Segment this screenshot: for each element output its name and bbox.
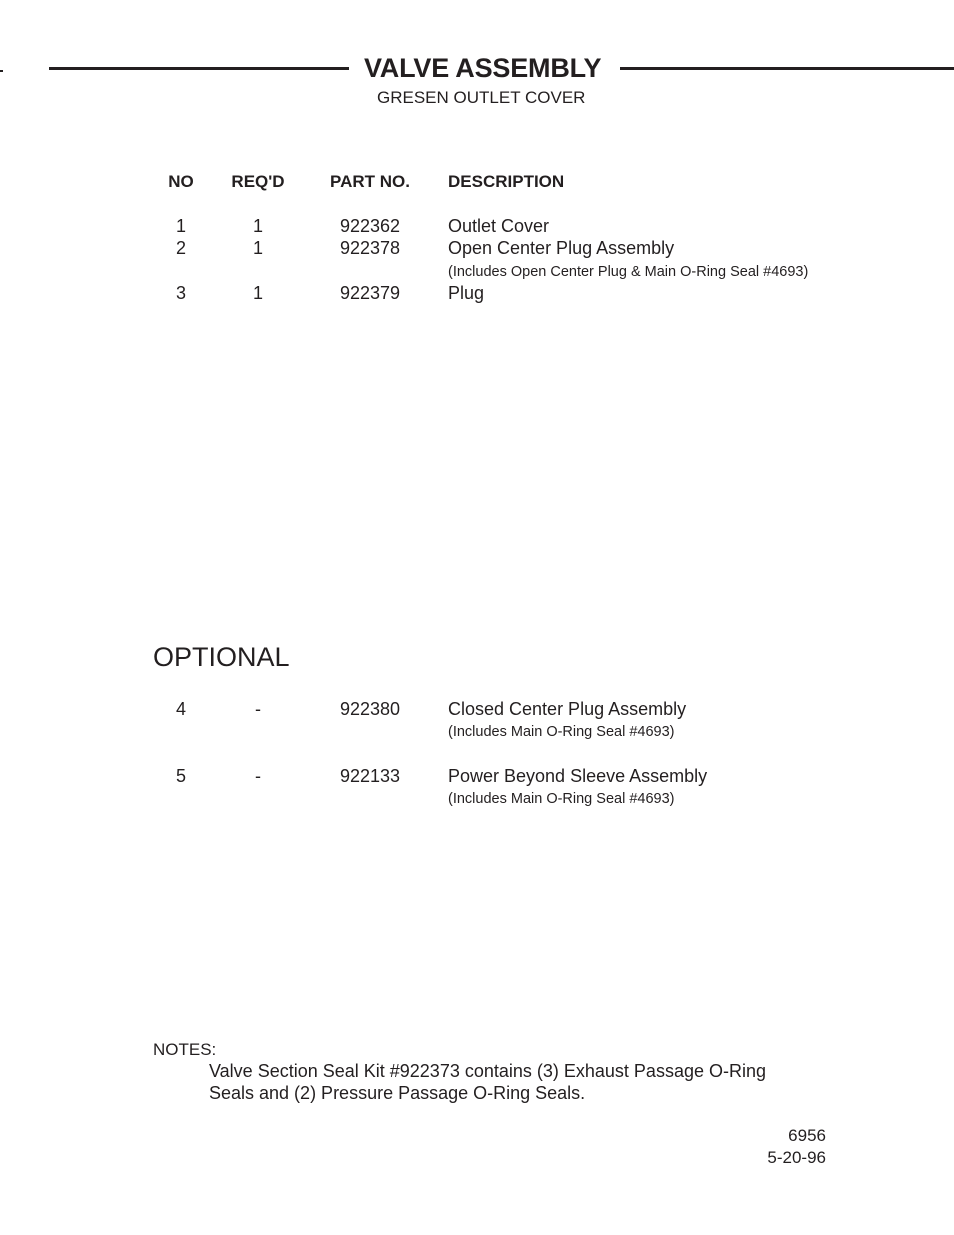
row-no: 5 [175,766,187,786]
row-description: Closed Center Plug Assembly [448,699,687,719]
notes-body: Valve Section Seal Kit #922373 contains (3) Exhaust Passage O-Ring Seals and (2) Pressure Passage O-Ring Seals. [209,1061,766,1103]
row-description-note: (Includes Main O-Ring Seal #4693) [448,724,675,740]
header-rule-left [49,67,349,70]
optional-heading: OPTIONAL [153,642,290,672]
row-no: 3 [175,283,187,303]
row-description: Open Center Plug Assembly [448,238,675,258]
document-number: 6956 [788,1126,826,1145]
row-part-no: 922380 [339,699,401,719]
document-date: 5-20-96 [767,1148,826,1167]
col-header-reqd: REQ'D [231,172,285,191]
header-rule-right [620,67,954,70]
left-edge-mark [0,70,3,72]
col-header-description: DESCRIPTION [448,172,565,191]
row-reqd: 1 [252,238,264,258]
row-reqd: - [255,766,261,786]
row-no: 1 [175,216,187,236]
notes-label: NOTES: [153,1040,217,1059]
row-description: Outlet Cover [448,216,550,236]
row-description-note: (Includes Main O-Ring Seal #4693) [448,791,675,807]
row-part-no: 922133 [339,766,401,786]
row-reqd: 1 [252,216,264,236]
row-part-no: 922378 [339,238,401,258]
row-description-note: (Includes Open Center Plug & Main O-Ring Seal #4693) [448,264,809,280]
col-header-no: NO [168,172,194,191]
row-description: Power Beyond Sleeve Assembly [448,766,708,786]
row-part-no: 922379 [339,283,401,303]
row-reqd: 1 [252,283,264,303]
page-subtitle: GRESEN OUTLET COVER [377,88,586,107]
row-no: 2 [175,238,187,258]
page-title: VALVE ASSEMBLY [364,53,602,83]
row-reqd: - [255,699,261,719]
col-header-part-no: PART NO. [330,172,410,191]
row-description: Plug [448,283,485,303]
row-no: 4 [175,699,187,719]
row-part-no: 922362 [339,216,401,236]
